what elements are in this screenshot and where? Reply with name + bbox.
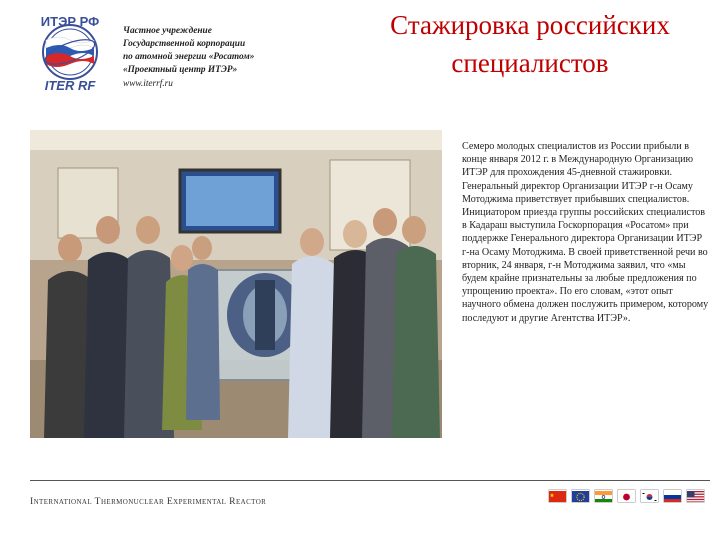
org-line: Частное учреждение xyxy=(123,26,212,36)
footer-divider xyxy=(30,480,710,481)
footer-text: International Thermonuclear Experimental Reactor xyxy=(30,496,267,507)
india-flag-icon xyxy=(595,490,612,502)
korea-flag-icon xyxy=(641,490,658,502)
group-photo xyxy=(30,130,442,438)
japan-flag-icon xyxy=(618,490,635,502)
article-text: Семеро молодых специалистов из России прибыли в конце января 2012 г. в Международную Организацию ИТЭР для прохождения 45-дневной стажировки. Генеральный директор Организации ИТЭР г-н Осаму Мотоджима приветствует прибывших специалистов. Инициатором приезда группы российских специалистов в Кадараш выступила Госкорпорация «Росатом» при поддержке Генерального директора Организации ИТЭР г-на Осаму Мотоджима. В своей приветственной речи во вторник, 24 января, г-н Мотоджима заявил, что «мы будем крайне признательны за любые предложения по упрощению проекта». По его словам, «этот опыт научного обмена должен послужить примером, которому последуют и другие Агентства ИТЭР». xyxy=(462,141,709,324)
title-line: специалистов xyxy=(451,48,609,78)
org-website-link[interactable]: www.iterrf.ru xyxy=(123,79,173,89)
china-flag-icon xyxy=(549,490,566,502)
iter-rf-logo xyxy=(26,10,114,94)
organization-info xyxy=(123,25,303,91)
russia-flag-icon xyxy=(664,490,681,502)
logo-bottom-text: ITER RF xyxy=(44,78,96,93)
org-line: Государственной корпорации xyxy=(123,39,246,49)
usa-flag-icon xyxy=(687,490,704,502)
title-line: Стажировка российских xyxy=(390,10,670,40)
page-title xyxy=(360,6,700,82)
eu-flag-icon xyxy=(572,490,589,502)
group-photo-image xyxy=(30,130,442,438)
org-line: по атомной энергии «Росатом» xyxy=(123,52,255,62)
member-flags xyxy=(549,490,704,504)
logo-top-text: ИТЭР РФ xyxy=(40,14,100,29)
org-line: «Проектный центр ИТЭР» xyxy=(123,65,238,75)
iter-rf-emblem-icon xyxy=(26,10,114,94)
